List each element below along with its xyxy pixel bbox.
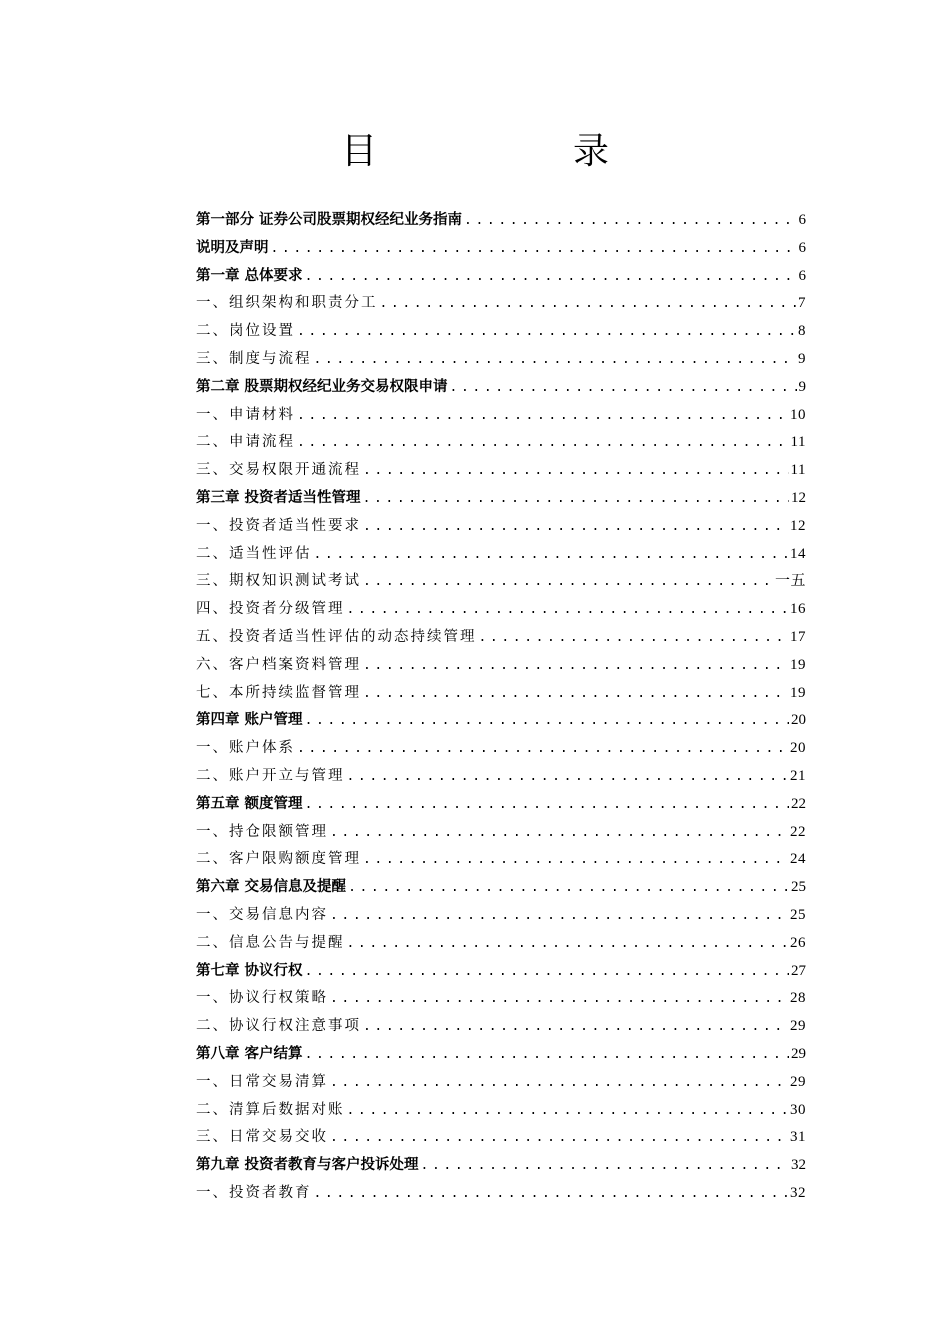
toc-page-number: 19 xyxy=(790,684,806,701)
toc-dot-leader xyxy=(363,680,788,708)
toc-page-number: 17 xyxy=(790,628,806,645)
toc-dot-leader xyxy=(297,318,796,346)
toc-entry[interactable] xyxy=(196,819,806,847)
toc-dot-leader xyxy=(330,902,788,930)
toc-page-number: 29 xyxy=(790,1073,806,1090)
toc-entry[interactable] xyxy=(196,513,806,541)
toc-entry[interactable] xyxy=(196,1124,806,1152)
toc-entry[interactable] xyxy=(196,541,806,569)
toc-entry[interactable] xyxy=(196,735,806,763)
toc-dot-leader xyxy=(347,930,789,958)
toc-entry-title: 二、客户限购额度管理 xyxy=(196,851,361,868)
toc-page-number: 22 xyxy=(791,795,806,812)
toc-entry-title: 第一部分 证券公司股票期权经纪业务指南 xyxy=(196,212,463,228)
toc-page-number: 20 xyxy=(791,712,806,729)
toc-entry-title: 二、适当性评估 xyxy=(196,545,312,562)
toc-dot-leader xyxy=(297,735,788,763)
toc-page-number: 26 xyxy=(790,934,806,951)
toc-dot-leader xyxy=(421,1152,789,1180)
toc-entry-title: 一、投资者适当性要求 xyxy=(196,517,361,534)
toc-dot-leader xyxy=(464,207,796,235)
toc-page-number: 29 xyxy=(791,1045,806,1062)
toc-page-number: 6 xyxy=(798,267,806,284)
toc-dot-leader xyxy=(479,624,789,652)
toc-dot-leader xyxy=(305,707,789,735)
toc-entry[interactable] xyxy=(196,624,806,652)
toc-dot-leader xyxy=(347,596,789,624)
toc-page-number: 22 xyxy=(790,823,806,840)
toc-entry-title: 七、本所持续监督管理 xyxy=(196,684,361,701)
toc-dot-leader xyxy=(314,541,789,569)
toc-page-number: 32 xyxy=(790,1184,806,1201)
toc-dot-leader xyxy=(363,457,789,485)
toc-entry[interactable] xyxy=(196,680,806,708)
toc-entry-title: 一、协议行权策略 xyxy=(196,990,328,1007)
toc-entry-title: 一、组织架构和职责分工 xyxy=(196,295,378,312)
toc-entry-title: 第一章 总体要求 xyxy=(196,267,303,284)
toc-entry[interactable] xyxy=(196,652,806,680)
toc-page-number: 一五 xyxy=(774,573,806,590)
toc-entry-title: 二、协议行权注意事项 xyxy=(196,1018,361,1035)
toc-page-number: 11 xyxy=(790,434,806,451)
toc-dot-leader xyxy=(305,1041,789,1069)
toc-entry[interactable] xyxy=(196,263,806,291)
toc-entry-title: 二、信息公告与提醒 xyxy=(196,934,345,951)
toc-entry-title: 一、投资者教育 xyxy=(196,1184,312,1201)
toc-page-number: 12 xyxy=(791,489,806,506)
toc-entry[interactable] xyxy=(196,791,806,819)
toc-dot-leader xyxy=(363,846,788,874)
toc-entry-title: 四、投资者分级管理 xyxy=(196,601,345,618)
toc-entry-title: 第七章 协议行权 xyxy=(196,962,303,979)
toc-entry[interactable] xyxy=(196,1013,806,1041)
toc-entry-title: 一、申请材料 xyxy=(196,406,295,423)
toc-entry[interactable] xyxy=(196,846,806,874)
toc-dot-leader xyxy=(297,429,789,457)
toc-entry[interactable] xyxy=(196,902,806,930)
toc-entry[interactable] xyxy=(196,596,806,624)
toc-entry[interactable] xyxy=(196,874,806,902)
toc-entry-title: 三、日常交易交收 xyxy=(196,1129,328,1146)
toc-dot-leader xyxy=(347,763,789,791)
toc-dot-leader xyxy=(330,985,788,1013)
toc-dot-leader xyxy=(450,374,797,402)
toc-entry[interactable] xyxy=(196,707,806,735)
toc-entry[interactable] xyxy=(196,985,806,1013)
page-title: 目 录 xyxy=(340,131,689,172)
toc-page-number: 20 xyxy=(790,740,806,757)
toc-page-number: 10 xyxy=(790,406,806,423)
toc-entry[interactable] xyxy=(196,235,806,263)
toc-entry[interactable] xyxy=(196,1041,806,1069)
toc-page-number: 8 xyxy=(798,323,806,340)
toc-entry-title: 二、清算后数据对账 xyxy=(196,1101,345,1118)
toc-dot-leader xyxy=(330,1124,788,1152)
toc-page-number: 21 xyxy=(790,767,806,784)
toc-entry-title: 一、持仓限额管理 xyxy=(196,823,328,840)
toc-page-number: 32 xyxy=(791,1157,806,1174)
toc-entry[interactable] xyxy=(196,568,806,596)
toc-page-number: 7 xyxy=(798,295,806,312)
toc-page-number: 19 xyxy=(790,656,806,673)
toc-entry-title: 一、交易信息内容 xyxy=(196,906,328,923)
toc-entry[interactable] xyxy=(196,1097,806,1125)
toc-dot-leader xyxy=(363,568,773,596)
toc-dot-leader xyxy=(348,874,789,902)
toc-page-number: 9 xyxy=(798,378,806,395)
toc-dot-leader xyxy=(314,346,797,374)
toc-entry[interactable] xyxy=(196,1152,806,1180)
toc-entry[interactable] xyxy=(196,763,806,791)
toc-dot-leader xyxy=(305,958,789,986)
toc-entry[interactable] xyxy=(196,930,806,958)
toc-entry[interactable] xyxy=(196,1180,806,1208)
toc-page-number: 31 xyxy=(790,1129,806,1146)
toc-entry-title: 第四章 账户管理 xyxy=(196,712,303,729)
toc-page-number: 16 xyxy=(790,601,806,618)
toc-page-number: 24 xyxy=(790,851,806,868)
toc-entry-title: 五、投资者适当性评估的动态持续管理 xyxy=(196,628,477,645)
toc-entry[interactable] xyxy=(196,958,806,986)
toc-dot-leader xyxy=(330,1069,788,1097)
toc-page-number: 12 xyxy=(790,517,806,534)
toc-dot-leader xyxy=(297,402,788,430)
toc-dot-leader xyxy=(363,1013,788,1041)
toc-entry-title: 说明及声明 xyxy=(196,239,269,256)
toc-dot-leader xyxy=(314,1180,789,1208)
toc-entry-title: 二、申请流程 xyxy=(196,434,295,451)
toc-entry-title: 第六章 交易信息及提醒 xyxy=(196,879,347,896)
toc-dot-leader xyxy=(363,485,789,513)
toc-entry[interactable] xyxy=(196,346,806,374)
toc-entry[interactable] xyxy=(196,318,806,346)
toc-dot-leader xyxy=(347,1097,789,1125)
toc-entry-title: 第五章 额度管理 xyxy=(196,795,303,812)
toc-entry-title: 一、日常交易清算 xyxy=(196,1073,328,1090)
toc-dot-leader xyxy=(363,513,788,541)
table-of-contents xyxy=(196,207,806,1208)
toc-entry[interactable] xyxy=(196,429,806,457)
toc-dot-leader xyxy=(271,235,797,263)
toc-page-number: 11 xyxy=(790,462,806,479)
toc-entry-title: 三、制度与流程 xyxy=(196,350,312,367)
toc-entry[interactable] xyxy=(196,1069,806,1097)
toc-entry-title: 三、交易权限开通流程 xyxy=(196,462,361,479)
toc-page-number: 6 xyxy=(798,212,806,228)
toc-page-number: 9 xyxy=(798,350,806,367)
toc-entry-title: 二、岗位设置 xyxy=(196,323,295,340)
toc-entry[interactable] xyxy=(196,457,806,485)
toc-entry[interactable] xyxy=(196,402,806,430)
toc-dot-leader xyxy=(363,652,788,680)
toc-entry[interactable] xyxy=(196,290,806,318)
toc-page-number: 27 xyxy=(791,962,806,979)
toc-entry[interactable] xyxy=(196,485,806,513)
toc-entry-title: 一、账户体系 xyxy=(196,740,295,757)
toc-page-number: 6 xyxy=(798,239,806,256)
toc-entry-title: 第九章 投资者教育与客户投诉处理 xyxy=(196,1157,419,1174)
toc-entry-title: 第三章 投资者适当性管理 xyxy=(196,489,361,506)
toc-page-number: 28 xyxy=(790,990,806,1007)
toc-dot-leader xyxy=(305,791,789,819)
toc-page-number: 29 xyxy=(790,1018,806,1035)
toc-entry[interactable] xyxy=(196,374,806,402)
toc-dot-leader xyxy=(380,290,797,318)
toc-entry-title: 二、账户开立与管理 xyxy=(196,767,345,784)
toc-page-number: 25 xyxy=(790,906,806,923)
toc-dot-leader xyxy=(305,263,797,291)
toc-page-number: 30 xyxy=(790,1101,806,1118)
toc-page-number: 14 xyxy=(790,545,806,562)
toc-entry[interactable] xyxy=(196,207,806,235)
toc-entry-title: 第二章 股票期权经纪业务交易权限申请 xyxy=(196,378,448,395)
toc-entry-title: 第八章 客户结算 xyxy=(196,1045,303,1062)
toc-entry-title: 三、期权知识测试考试 xyxy=(196,573,361,590)
toc-dot-leader xyxy=(330,819,788,847)
toc-page-number: 25 xyxy=(791,879,806,896)
toc-entry-title: 六、客户档案资料管理 xyxy=(196,656,361,673)
